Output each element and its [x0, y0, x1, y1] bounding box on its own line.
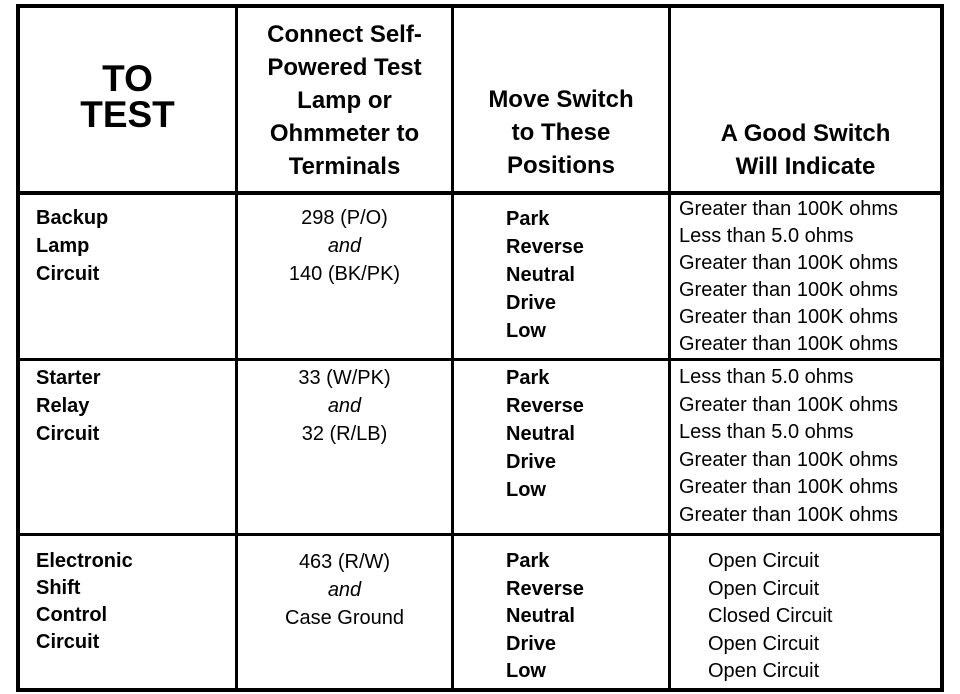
column-divider: [668, 4, 671, 692]
row-terminals: [238, 364, 451, 448]
indication-item: Greater than 100K ohms: [679, 448, 899, 471]
terminal-line: Case Ground: [285, 607, 404, 629]
row-divider: [16, 358, 944, 361]
position-item: Reverse: [506, 395, 584, 417]
position-item: Drive: [506, 451, 557, 473]
header-line: Lamp or: [297, 86, 392, 114]
test-line: Circuit: [36, 423, 100, 445]
header-positions: [454, 82, 668, 182]
indication-item: Greater than 100K ohms: [679, 476, 899, 498]
row-positions: [506, 364, 584, 504]
indication-item: Open Circuit: [708, 550, 820, 572]
indication-item: Less than 5.0 ohms: [679, 225, 854, 247]
position-item: Drive: [506, 292, 557, 314]
header-divider: [16, 191, 944, 195]
indication-item: Open Circuit: [708, 632, 820, 655]
header-line: Positions: [506, 151, 615, 179]
indication-item: Greater than 100K ohms: [679, 279, 899, 301]
row-test-name: [36, 548, 133, 656]
header-line: TEST: [80, 94, 175, 135]
terminal-and: and: [327, 395, 362, 417]
indication-item: Greater than 100K ohms: [679, 503, 899, 526]
indication-item: Less than 5.0 ohms: [679, 366, 854, 388]
header-terminals: [238, 16, 451, 184]
test-line: Shift: [36, 577, 81, 599]
terminal-and: and: [327, 579, 362, 601]
terminal-line: 140 (BK/PK): [288, 263, 401, 285]
indication-item: Greater than 100K ohms: [679, 393, 899, 416]
test-line: Circuit: [36, 631, 100, 653]
row-indications: [679, 196, 898, 358]
header-indication: [671, 116, 940, 184]
position-item: Reverse: [506, 236, 584, 258]
test-line: Backup: [36, 207, 109, 229]
terminal-line: 33 (W/PK): [298, 367, 391, 389]
header-line: Connect Self-: [267, 20, 422, 48]
position-item: Reverse: [506, 577, 584, 600]
position-item: Low: [506, 479, 546, 501]
test-line: Circuit: [36, 263, 100, 285]
header-line: TO: [102, 58, 153, 99]
row-positions: [506, 548, 584, 686]
terminal-line: 298 (P/O): [301, 207, 388, 229]
position-item: Drive: [506, 632, 557, 655]
test-line: Lamp: [36, 235, 90, 257]
row-indications: [708, 548, 832, 686]
test-line: Electronic: [36, 550, 133, 572]
indication-item: Open Circuit: [708, 660, 820, 682]
indication-item: Open Circuit: [708, 577, 820, 600]
indication-item: Greater than 100K ohms: [679, 333, 899, 355]
header-line: Ohmmeter to: [269, 119, 420, 147]
row-positions: [506, 205, 584, 345]
position-item: Neutral: [506, 264, 575, 286]
position-item: Park: [506, 208, 550, 230]
row-divider: [16, 533, 944, 536]
row-terminals: [238, 548, 451, 632]
test-line: Relay: [36, 395, 90, 417]
terminal-and: and: [327, 235, 362, 257]
indication-item: Greater than 100K ohms: [679, 306, 899, 328]
terminal-line: 463 (R/W): [298, 551, 391, 573]
header-line: Move Switch: [488, 85, 634, 113]
indication-item: Closed Circuit: [708, 605, 833, 627]
row-test-name: [36, 204, 108, 288]
indication-item: Greater than 100K ohms: [679, 198, 899, 220]
header-line: Powered Test: [267, 53, 422, 81]
position-item: Park: [506, 367, 550, 389]
position-item: Low: [506, 660, 546, 682]
header-line: Will Indicate: [735, 153, 876, 180]
terminal-line: 32 (R/LB): [301, 423, 388, 445]
position-item: Park: [506, 550, 550, 572]
header-to-test: [20, 52, 235, 142]
position-item: Neutral: [506, 605, 575, 627]
indication-item: Less than 5.0 ohms: [679, 421, 854, 443]
header-line: Terminals: [288, 152, 401, 180]
test-line: Starter: [36, 367, 101, 389]
row-test-name: [36, 364, 100, 448]
header-line: to These: [511, 118, 611, 146]
test-line: Control: [36, 604, 108, 626]
position-item: Low: [506, 320, 546, 342]
row-indications: [679, 364, 898, 529]
row-terminals: [238, 204, 451, 288]
indication-item: Greater than 100K ohms: [679, 252, 899, 274]
header-line: A Good Switch: [720, 120, 891, 147]
position-item: Neutral: [506, 423, 575, 445]
